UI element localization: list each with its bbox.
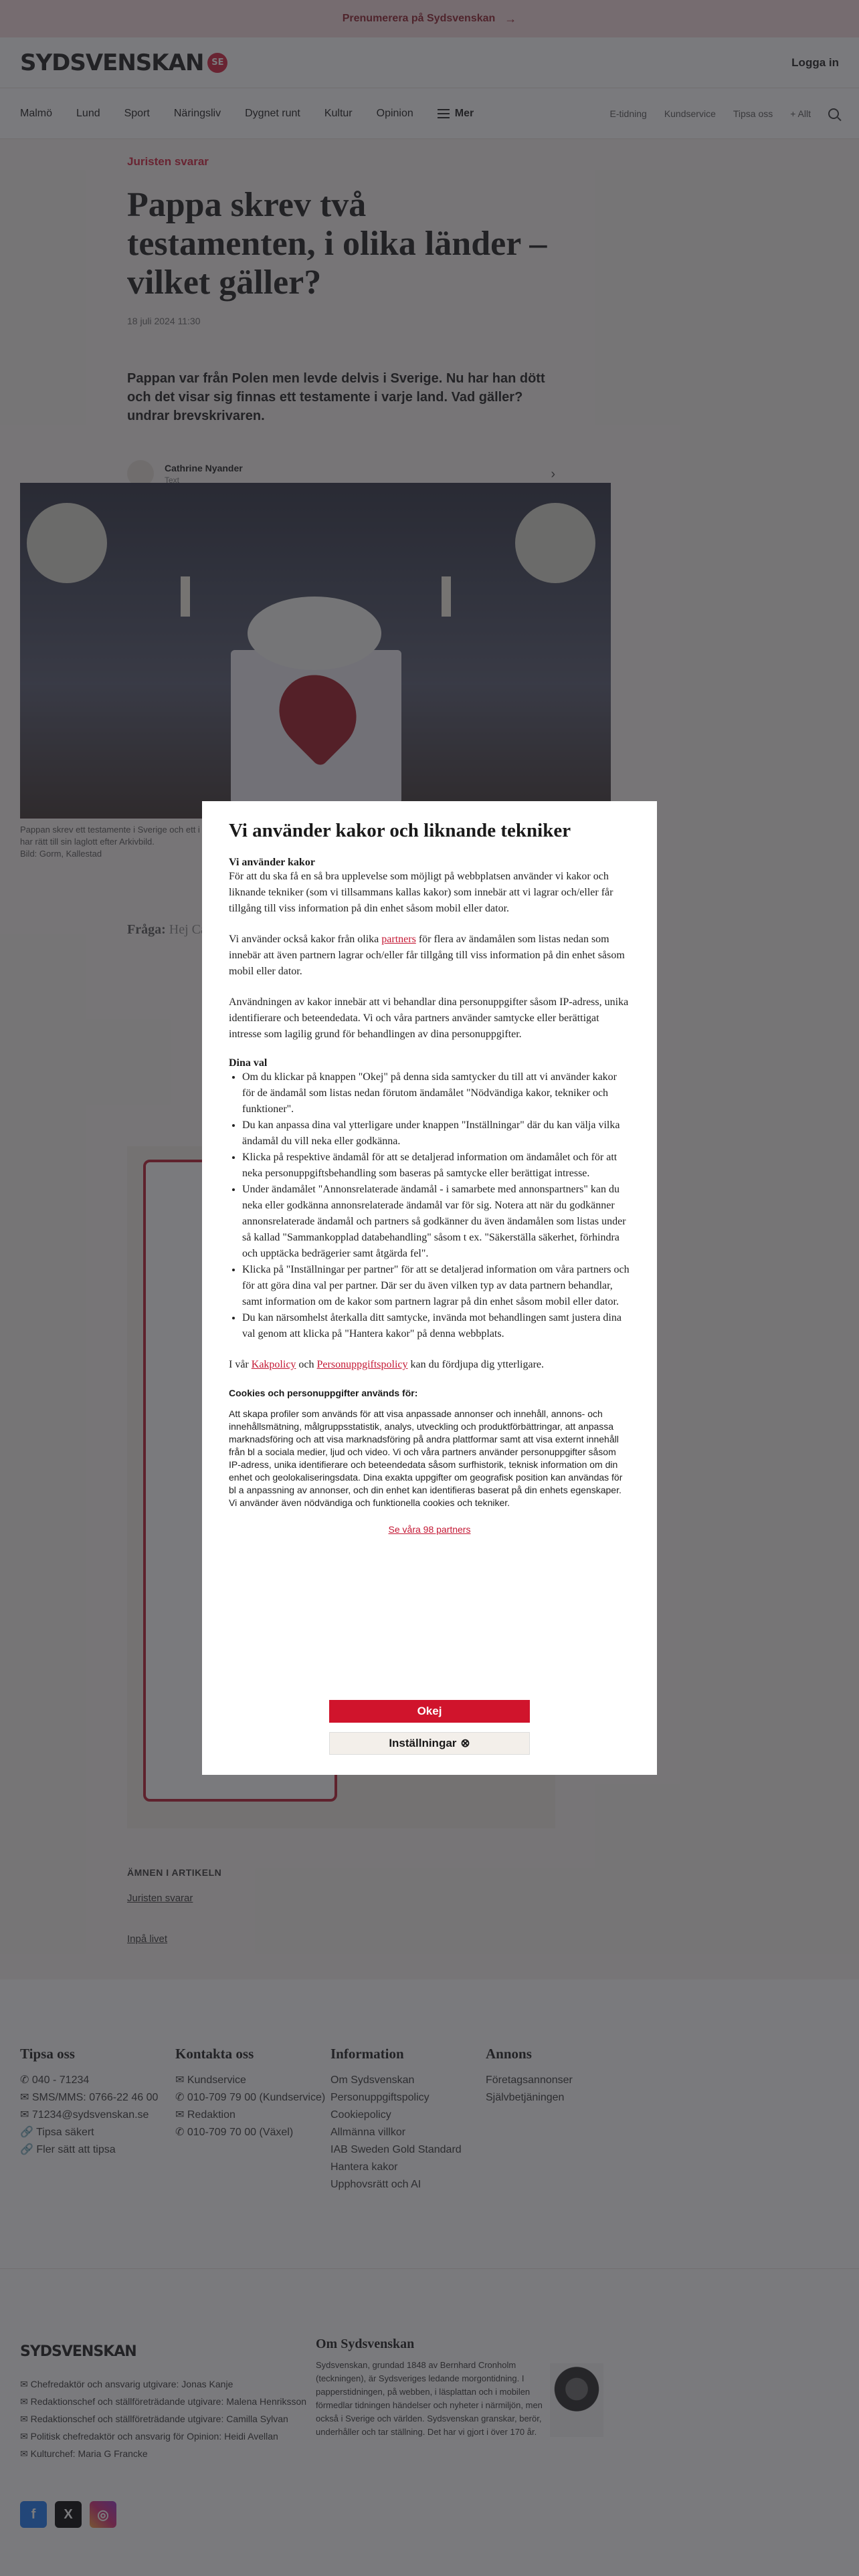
consent-p2: Vi använder också kakor från olika partners för flera av ändamålen som listas nedan som innebär att även partnern lagrar och/eller får tillgång till viss information på din enhet såsom mobil eller dator. <box>229 934 625 977</box>
privacy-policy-link[interactable]: Personuppgiftspolicy <box>316 1359 408 1370</box>
settings-icon: ⊗ <box>460 1737 470 1749</box>
settings-button[interactable] <box>329 1732 530 1755</box>
choice-item: • Om du klickar på knappen "Okej" på denna sida samtycker du till att vi använder kakor för de ändamål som listas nedan förutom ändamålet "Nödvändiga kakor, tekniker och funktioner". <box>242 1069 630 1117</box>
choice-item: • Du kan närsomhelst återkalla ditt samtycke, invända mot behandlingen samt justera dina val genom att klicka på "Hantera kakor" på denna webbplats. <box>242 1310 630 1342</box>
consent-title: Vi använder kakor och liknande tekniker <box>229 820 571 841</box>
consent-subtitle-cookies: Vi använder kakor <box>229 857 315 868</box>
see-partners-link[interactable]: Se våra 98 partners <box>388 1524 471 1535</box>
choice-item: • Klicka på respektive ändamål för att se detaljerad information om ändamålet och för att neka personuppgiftsbehandling som baseras på samtycke eller berättigat intresse. <box>242 1150 630 1182</box>
ok-button[interactable]: Okej <box>329 1700 530 1723</box>
consent-p3: Användningen av kakor innebär att vi behandlar dina personuppgifter såsom IP-adress, unika identifierare och beteendedata. Vi och våra partners använder samtycke eller berättigat intresse som lagilig grund för behandlingen av dina personuppgifter. <box>229 996 629 1040</box>
cookie-consent-dialog <box>202 801 657 1775</box>
choice-item: • Du kan anpassa dina val ytterligare under knappen "Inställningar" där du kan välja vilka ändamål du vill neka eller godkänna. <box>242 1117 630 1150</box>
partners-link[interactable]: partners <box>381 934 416 945</box>
consent-subtitle-choices: Dina val <box>229 1057 268 1069</box>
settings-label: Inställningar <box>389 1737 457 1749</box>
cookies-usage-title: Cookies och personuppgifter används för: <box>229 1388 418 1398</box>
cookie-policy-link[interactable]: Kakpolicy <box>251 1359 296 1370</box>
cookies-usage-text: Att skapa profiler som används för att visa anpassade annonser och innehåll, annons- och innehållsmätning, målgruppsstatistik, analys, utveckling och produktförbättringar, att anpassa marknadsföring och att visa marknadsföring på andra plattformar samt att visa externt innehåll från bl a sociala medier, ljud och video. Vi och våra partners använder personuppgifter såsom IP-adress, unika identifierare och beteendedata såsom surfhistorik, teknisk information om din enhet och geolokaliseringsdata. Dina exakta uppgifter om geografisk position kan användas för bl a anpassning av annonser, och din enhet kan identifieras baserat på din enhets egenskaper. Vi använder även nödvändiga och funktionella cookies och tekniker. <box>229 1408 623 1508</box>
choice-item: • Klicka på "Inställningar per partner" för att se detaljerad information om våra partners och för att göra dina val per partner. Där ser du även vilken typ av data partnern behandlar, samt information om de kakor som partnern lagrar på din enhet såsom mobil eller dator. <box>242 1262 630 1310</box>
choice-item: • Under ändamålet "Annonsrelaterade ändamål - i samarbete med annonspartners" kan du neka eller godkänna annonsrelaterade ändamål var för sig. Notera att när du godkänner annonsrelaterade ändamål och partners så godkänner du även ändamålen som listas under så kallad "Sammankopplad databehandling" såsom t ex. "Säkerställa säkerhet, förhindra och upptäcka bedrägerier samt åtgärda fel". <box>242 1182 630 1262</box>
choices-list <box>242 1069 630 1342</box>
consent-p4: I vår Kakpolicy och Personuppgiftspolicy kan du fördjupa dig ytterligare. <box>229 1359 545 1370</box>
consent-p1: För att du ska få en så bra upplevelse som möjligt på webbplatsen använder vi kakor och liknande tekniker (som vi tillsammans kallas kakor) som innebär att vi lagrar och/eller får tillgång till viss information på din enhet såsom mobil eller dator. <box>229 871 613 914</box>
